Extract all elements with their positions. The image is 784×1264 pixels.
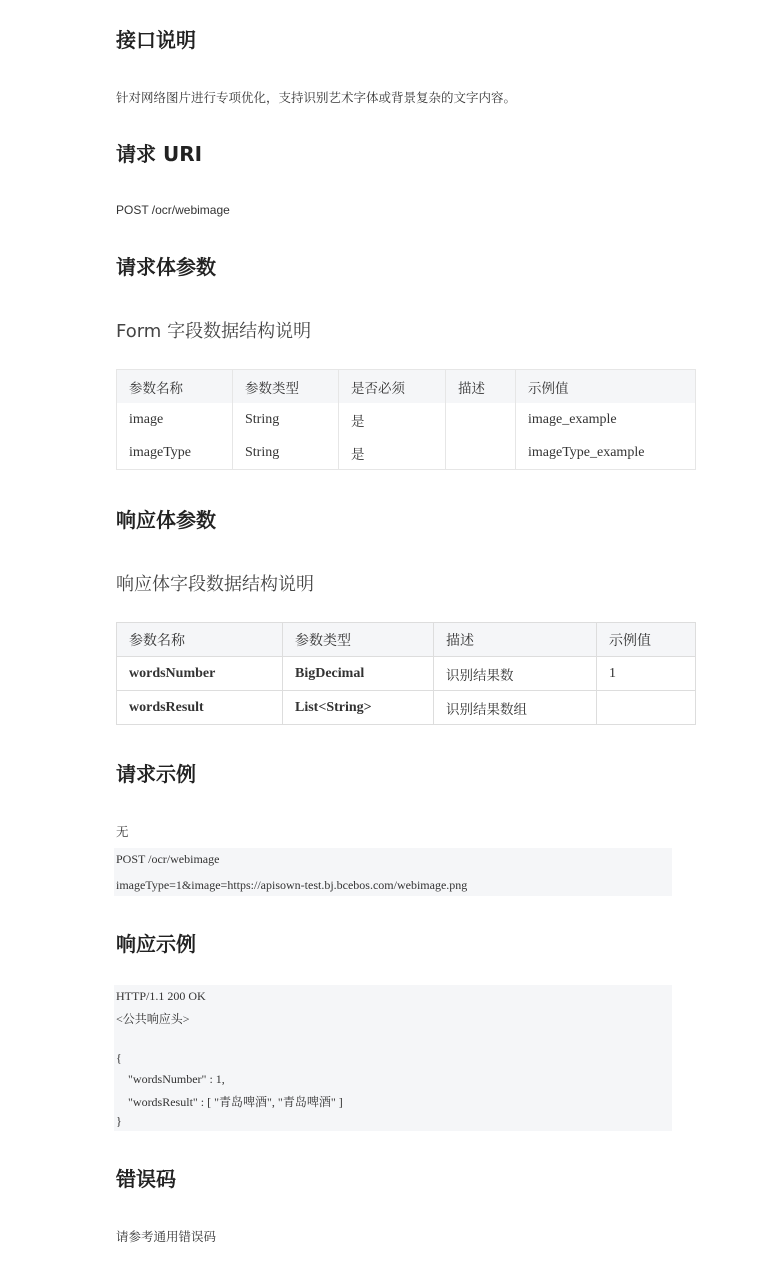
- uri-value: POST /ocr/webimage: [116, 203, 230, 217]
- code-line: "wordsNumber" : 1,: [116, 1072, 225, 1086]
- request-params-table: [116, 369, 696, 470]
- table-cell: 是: [339, 403, 446, 436]
- section-title-response-body: 响应体参数: [116, 508, 216, 532]
- code-line: {: [116, 1051, 122, 1065]
- errors-description: 请参考通用错误码: [116, 1229, 217, 1244]
- header-cell: 参数类型: [233, 370, 339, 404]
- code-line: imageType=1&image=https://apisown-test.bj.bcebos.com/webimage.png: [116, 878, 468, 892]
- header-cell: 是否必须: [339, 370, 446, 404]
- table-cell: 识别结果数组: [434, 691, 597, 725]
- request-example-none: 无: [116, 824, 129, 839]
- header-cell: 示例值: [516, 370, 696, 404]
- table-cell: wordsResult: [117, 691, 283, 725]
- section-title-errors: 错误码: [116, 1167, 176, 1191]
- table-cell: imageType_example: [516, 436, 696, 470]
- code-line: POST /ocr/webimage: [116, 852, 220, 866]
- code-line: HTTP/1.1 200 OK: [116, 989, 206, 1003]
- table-cell: String: [233, 403, 339, 436]
- table-header-row: [117, 623, 696, 657]
- table-row: [117, 691, 696, 725]
- table-cell: imageType: [129, 444, 191, 460]
- header-cell: 参数名称: [117, 623, 283, 657]
- table-cell: BigDecimal: [283, 657, 434, 691]
- table-cell: image_example: [516, 403, 696, 436]
- table-cell: [597, 691, 696, 725]
- table-cell: List<String>: [283, 691, 434, 725]
- header-cell: 参数名称: [117, 370, 233, 404]
- header-cell: 描述: [446, 370, 516, 404]
- table-cell: 1: [597, 657, 696, 691]
- intro-description: 针对网络图片进行专项优化，支持识别艺术字体或背景复杂的文字内容。: [116, 90, 517, 105]
- response-example-code-block: [114, 985, 672, 1131]
- table-cell: image: [129, 411, 164, 427]
- table-cell: [446, 436, 516, 470]
- code-line: }: [116, 1114, 122, 1128]
- section-title-uri: 请求 URI: [116, 142, 203, 166]
- request-example-code-block: [114, 848, 672, 896]
- response-body-subtitle: 响应体字段数据结构说明: [116, 574, 314, 595]
- table-cell: [446, 403, 516, 436]
- code-line: "wordsResult" : [ "青岛啤酒", "青岛啤酒" ]: [116, 1095, 343, 1109]
- header-cell: 描述: [434, 623, 597, 657]
- header-cell: 示例值: [597, 623, 696, 657]
- header-cell: 参数类型: [283, 623, 434, 657]
- response-params-table: [116, 622, 696, 725]
- table-cell: 识别结果数: [434, 657, 597, 691]
- table-header-row: [117, 370, 696, 404]
- table-row: [117, 436, 696, 470]
- table-cell: String: [233, 436, 339, 470]
- section-title-request-body: 请求体参数: [116, 255, 216, 279]
- table-cell: wordsNumber: [117, 657, 283, 691]
- table-row: [117, 403, 696, 436]
- table-row: [117, 657, 696, 691]
- table-cell: 是: [339, 436, 446, 470]
- section-title-request-example: 请求示例: [116, 762, 196, 786]
- section-title-response-example: 响应示例: [116, 932, 196, 956]
- code-line: <公共响应头>: [116, 1012, 190, 1026]
- request-body-subtitle: Form 字段数据结构说明: [116, 321, 312, 342]
- section-title-intro: 接口说明: [116, 28, 196, 52]
